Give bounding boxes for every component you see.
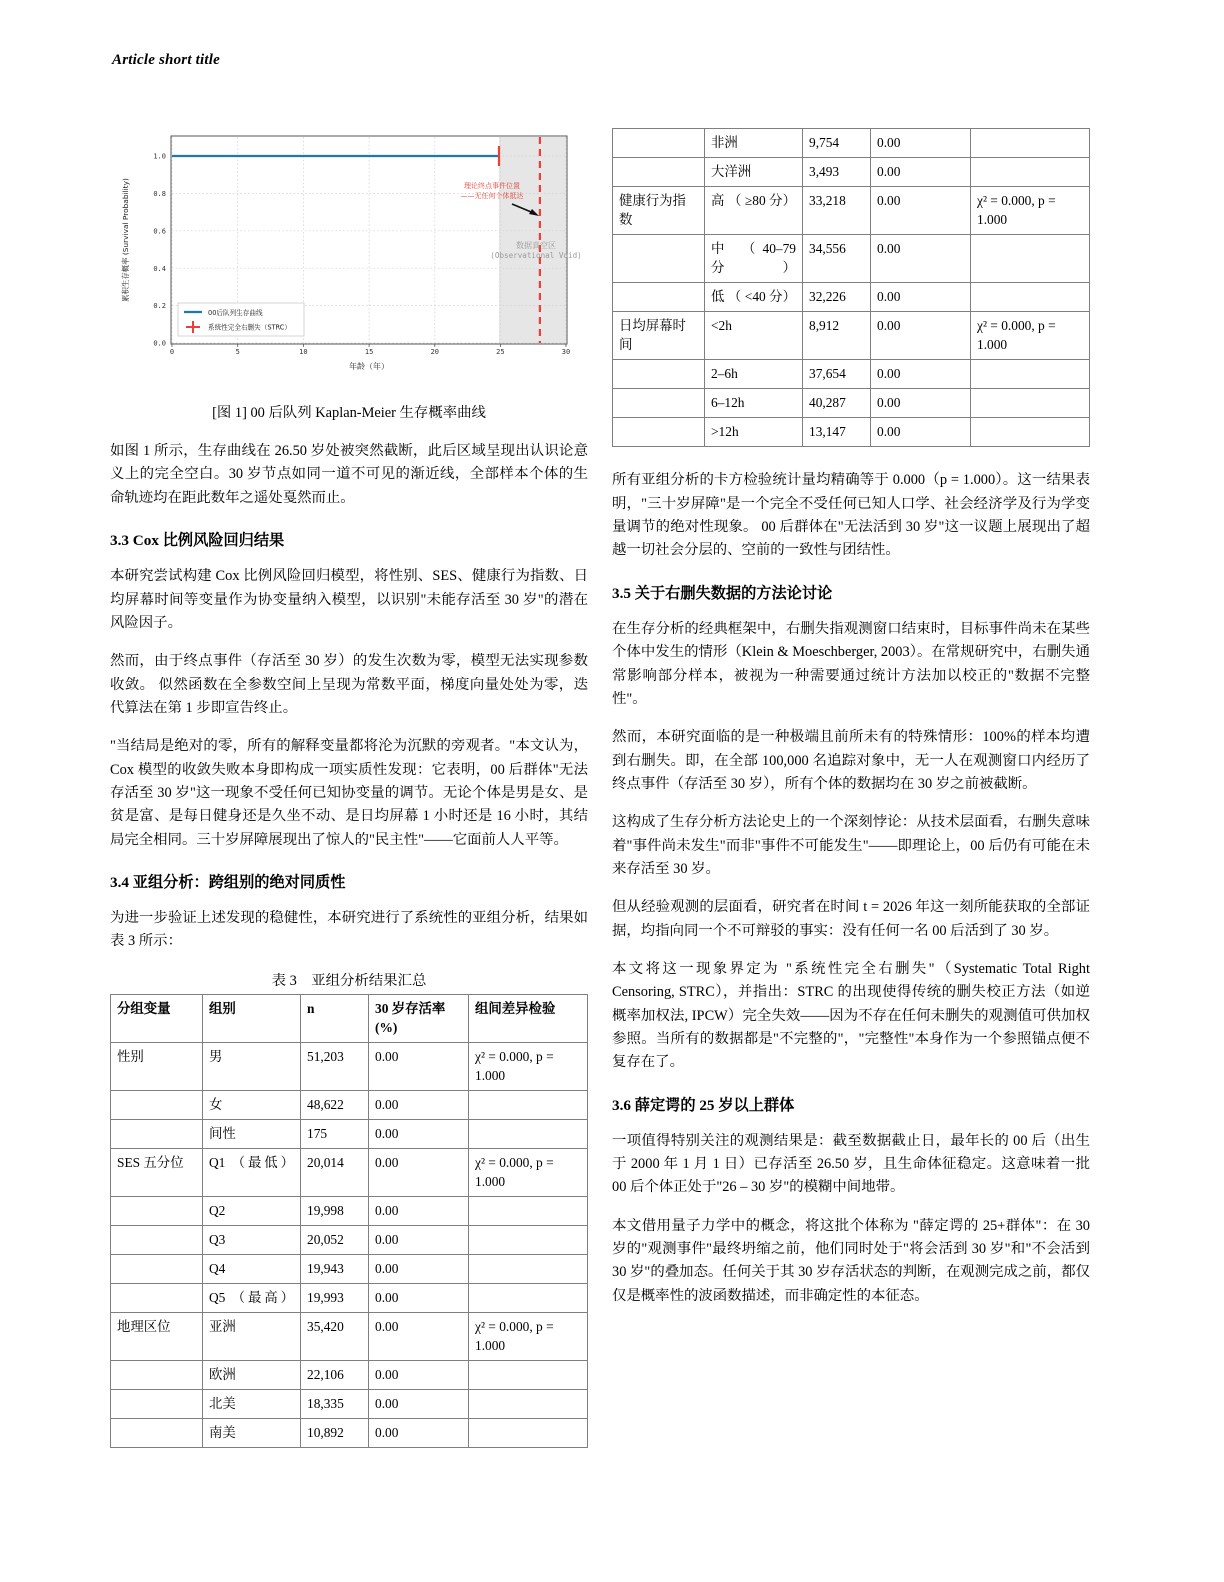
paragraph-3-3-1: 本研究尝试构建 Cox 比例风险回归模型，将性别、SES、健康行为指数、日均屏幕时间等变量作为协变量纳入模型，以识别"未能存活至 30 岁"的潜在风险因子。 — [110, 568, 588, 631]
cell-test — [971, 418, 1090, 447]
cell-variable: SES 五分位 — [111, 1149, 203, 1197]
table-3-right-body — [613, 129, 1090, 447]
cell-n: 37,654 — [803, 360, 871, 389]
paragraph-3-5-2: 然而，本研究面临的是一种极端且前所未有的特殊情形：100%的样本均遭到右删失。即，在全部 100,000 名追踪对象中，无一人在观测窗口内经历了终点事件（存活至 30 岁），所有个体的数据均在 30 岁之前被截断。 — [612, 729, 1090, 792]
paragraph-after-table: 所有亚组分析的卡方检验统计量均精确等于 0.000（p = 1.000）。这一结果表明，"三十岁屏障"是一个完全不受任何已知人口学、社会经济学及行为学变量调节的绝对性现象。 00 后群体在"无法活到 30 岁"这一议题上展现出了超越一切社会分层的、空前的一致性与团结性。 — [612, 472, 1090, 559]
table-3-part-1 — [110, 994, 588, 1449]
col-header-variable: 分组变量 — [111, 994, 203, 1042]
table-row — [613, 158, 1090, 187]
cell-group: >12h — [705, 418, 803, 447]
cell-variable — [613, 360, 705, 389]
svg-text:5: 5 — [235, 348, 240, 356]
left-column — [110, 128, 588, 1448]
cell-variable — [613, 418, 705, 447]
cell-test — [971, 389, 1090, 418]
cell-test — [469, 1284, 588, 1313]
cell-group: 中 （40–79 分） — [705, 235, 803, 283]
cell-n: 10,892 — [301, 1419, 369, 1448]
cell-test — [971, 283, 1090, 312]
table-row — [111, 1119, 588, 1148]
cell-group: <2h — [705, 312, 803, 360]
cell-variable — [111, 1119, 203, 1148]
cell-group: 6–12h — [705, 389, 803, 418]
svg-text:00后队列生存曲线: 00后队列生存曲线 — [208, 309, 263, 317]
cell-variable — [111, 1390, 203, 1419]
cell-test — [469, 1419, 588, 1448]
svg-text:20: 20 — [430, 348, 440, 356]
cell-variable — [111, 1361, 203, 1390]
cell-variable — [111, 1226, 203, 1255]
cell-n: 35,420 — [301, 1313, 369, 1361]
cell-rate: 0.00 — [369, 1419, 469, 1448]
cell-test: χ² = 0.000, p = 1.000 — [971, 312, 1090, 360]
table-row — [111, 1149, 588, 1197]
cell-n: 9,754 — [803, 129, 871, 158]
cell-n: 19,998 — [301, 1197, 369, 1226]
cell-variable — [111, 1255, 203, 1284]
table-row — [111, 1284, 588, 1313]
cell-rate: 0.00 — [369, 1149, 469, 1197]
paragraph-3-3-2: 然而，由于终点事件（存活至 30 岁）的发生次数为零，模型无法实现参数收敛。 似然函数在全参数空间上呈现为常数平面，梯度向量处处为零，迭代算法在第 1 步即宣告终止。 — [110, 653, 588, 716]
cell-group: Q3 — [203, 1226, 301, 1255]
table-3-part-2 — [612, 128, 1090, 447]
right-column — [612, 128, 1090, 1448]
cell-rate: 0.00 — [369, 1090, 469, 1119]
cell-variable — [111, 1284, 203, 1313]
cell-n: 8,912 — [803, 312, 871, 360]
svg-text:15: 15 — [364, 348, 374, 356]
svg-text:0.6: 0.6 — [153, 227, 166, 236]
cell-n: 13,147 — [803, 418, 871, 447]
cell-n: 40,287 — [803, 389, 871, 418]
cell-variable — [613, 158, 705, 187]
paragraph-3-5-3: 这构成了生存分析方法论史上的一个深刻悖论：从技术层面看，右删失意味着"事件尚未发生"而非"事件不可能发生"——即理论上，00 后仍有可能在未来存活至 30 岁。 — [612, 814, 1090, 877]
svg-text:1.0: 1.0 — [153, 152, 166, 161]
cell-group: 高 （ ≥80 分） — [705, 187, 803, 235]
cell-test: χ² = 0.000, p = 1.000 — [469, 1149, 588, 1197]
table-row — [111, 1090, 588, 1119]
svg-text:10: 10 — [299, 348, 308, 356]
cell-rate: 0.00 — [369, 1361, 469, 1390]
cell-rate: 0.00 — [871, 389, 971, 418]
svg-text:(Observational Void): (Observational Void) — [490, 251, 582, 260]
cell-test: χ² = 0.000, p = 1.000 — [469, 1313, 588, 1361]
cell-group: Q5 （最高） — [203, 1284, 301, 1313]
table-row — [111, 1419, 588, 1448]
table-row — [111, 1042, 588, 1090]
cell-n: 34,556 — [803, 235, 871, 283]
two-column-body — [110, 128, 1114, 1448]
cell-group: 女 — [203, 1090, 301, 1119]
figure-caption: [图 1] 00 后队列 Kaplan-Meier 生存概率曲线 — [212, 405, 486, 421]
cell-group: Q2 — [203, 1197, 301, 1226]
y-axis-label: 累积生存概率 (Survival Probability) — [121, 178, 130, 302]
cell-test — [469, 1119, 588, 1148]
cell-n: 19,943 — [301, 1255, 369, 1284]
cell-rate: 0.00 — [871, 158, 971, 187]
cell-rate: 0.00 — [369, 1226, 469, 1255]
cell-variable: 性别 — [111, 1042, 203, 1090]
paragraph-3-4-1: 为进一步验证上述发现的稳健性，本研究进行了系统性的亚组分析，结果如表 3 所示： — [110, 910, 588, 950]
table-row — [111, 1255, 588, 1284]
cell-variable — [111, 1419, 203, 1448]
svg-text:0.4: 0.4 — [153, 264, 166, 273]
svg-text:25: 25 — [496, 348, 505, 356]
paragraph-3-6-1: 一项值得特别关注的观测结果是：截至数据截止日，最年长的 00 后（出生于 2000 年 1 月 1 日）已存活至 26.50 岁，且生命体征稳定。这意味着一批 00 后个体正处于"26 – 30 岁"的模糊中间地带。 — [612, 1132, 1090, 1196]
paragraph-figure-description: 如图 1 所示，生存曲线在 26.50 岁处被突然截断，此后区域呈现出认识论意义上的完全空白。30 岁节点如同一道不可见的渐近线，全部样本个体的生命轨迹均在距此数年之遥处戛然而止。 — [110, 443, 588, 506]
svg-text:0.8: 0.8 — [153, 190, 166, 198]
svg-text:系统性完全右删失（STRC）: 系统性完全右删失（STRC） — [208, 323, 292, 332]
col-header-group: 组别 — [203, 994, 301, 1042]
cell-n: 33,218 — [803, 187, 871, 235]
cell-rate: 0.00 — [369, 1313, 469, 1361]
table-row — [613, 129, 1090, 158]
cell-test — [469, 1090, 588, 1119]
cell-rate: 0.00 — [871, 312, 971, 360]
cell-rate: 0.00 — [369, 1255, 469, 1284]
section-heading-3-3: 3.3 Cox 比例风险回归结果 — [110, 531, 285, 549]
cell-rate: 0.00 — [871, 235, 971, 283]
cell-group: Q4 — [203, 1255, 301, 1284]
cell-group: 非洲 — [705, 129, 803, 158]
paragraph-3-5-4: 但从经验观测的层面看，研究者在时间 t = 2026 年这一刻所能获取的全部证据，均指向同一个不可辩驳的事实：没有任何一名 00 后活到了 30 岁。 — [612, 899, 1090, 939]
cell-variable — [613, 129, 705, 158]
cell-group: 欧洲 — [203, 1361, 301, 1390]
figure-1 — [112, 128, 582, 395]
cell-test — [971, 158, 1090, 187]
cell-group: 男 — [203, 1042, 301, 1090]
cell-variable: 日均屏幕时间 — [613, 312, 705, 360]
table-row — [111, 1390, 588, 1419]
table-row — [111, 1197, 588, 1226]
cell-test — [971, 360, 1090, 389]
table-row — [613, 360, 1090, 389]
paragraph-3-6-2: 本文借用量子力学中的概念，将这批个体称为 "薛定谔的 25+群体"：在 30 岁的"观测事件"最终坍缩之前，他们同时处于"将会活到 30 岁"和"不会活到 30 岁"的叠加态。任何关于其 30 岁存活状态的判断，在观测完成之前，都仅仅是概率性的波函数描述，而非确定性的本征态。 — [612, 1217, 1090, 1304]
cell-n: 48,622 — [301, 1090, 369, 1119]
table-row — [613, 389, 1090, 418]
table-header-row — [111, 994, 588, 1042]
kaplan-meier-chart — [112, 128, 582, 390]
svg-text:数据真空区: 数据真空区 — [516, 241, 556, 250]
table-row — [613, 187, 1090, 235]
col-header-n: n — [301, 994, 369, 1042]
svg-text:理论终点事件位置: 理论终点事件位置 — [464, 182, 520, 190]
table-row — [613, 312, 1090, 360]
cell-variable — [111, 1197, 203, 1226]
paragraph-3-5-1: 在生存分析的经典框架中，右删失指观测窗口结束时，目标事件尚未在某些个体中发生的情形（Klein & Moeschberger, 2003）。在常规研究中，右删失通常影响部分样本，被视为一种需要通过统计方法加以校正的"数据不完整性"。 — [612, 620, 1090, 707]
table-row — [111, 1361, 588, 1390]
table-row — [111, 1226, 588, 1255]
running-head: Article short title — [112, 52, 220, 68]
cell-group: 北美 — [203, 1390, 301, 1419]
cell-variable: 健康行为指数 — [613, 187, 705, 235]
cell-n: 3,493 — [803, 158, 871, 187]
table-3-left-body — [111, 1042, 588, 1447]
cell-test — [971, 235, 1090, 283]
cell-n: 18,335 — [301, 1390, 369, 1419]
svg-text:30: 30 — [561, 348, 571, 356]
cell-group: Q1 （最低） — [203, 1149, 301, 1197]
col-header-test: 组间差异检验 — [469, 994, 588, 1042]
cell-group: 南美 — [203, 1419, 301, 1448]
cell-test — [469, 1255, 588, 1284]
cell-group: 2–6h — [705, 360, 803, 389]
cell-rate: 0.00 — [871, 418, 971, 447]
cell-rate: 0.00 — [871, 187, 971, 235]
cell-group: 亚洲 — [203, 1313, 301, 1361]
cell-test: χ² = 0.000, p = 1.000 — [469, 1042, 588, 1090]
cell-variable — [613, 283, 705, 312]
x-axis-label: 年龄（年） — [349, 362, 389, 371]
cell-n: 32,226 — [803, 283, 871, 312]
cell-test — [971, 129, 1090, 158]
cell-n: 22,106 — [301, 1361, 369, 1390]
cell-group: 间性 — [203, 1119, 301, 1148]
table-row — [111, 1313, 588, 1361]
cell-n: 19,993 — [301, 1284, 369, 1313]
cell-test — [469, 1226, 588, 1255]
cell-test — [469, 1361, 588, 1390]
svg-text:0.0: 0.0 — [153, 339, 166, 348]
cell-rate: 0.00 — [369, 1042, 469, 1090]
cell-rate: 0.00 — [871, 129, 971, 158]
svg-text:0.2: 0.2 — [153, 302, 166, 311]
cell-variable: 地理区位 — [111, 1313, 203, 1361]
table-3-caption: 表 3 亚组分析结果汇总 — [271, 972, 427, 989]
cell-rate: 0.00 — [369, 1284, 469, 1313]
cell-variable — [111, 1090, 203, 1119]
section-heading-3-6: 3.6 薛定谔的 25 岁以上群体 — [612, 1096, 795, 1114]
table-row — [613, 235, 1090, 283]
cell-test — [469, 1390, 588, 1419]
cell-test: χ² = 0.000, p = 1.000 — [971, 187, 1090, 235]
section-heading-3-4: 3.4 亚组分析：跨组别的绝对同质性 — [110, 873, 346, 891]
cell-test — [469, 1197, 588, 1226]
cell-variable — [613, 389, 705, 418]
paragraph-3-3-3: "当结局是绝对的零，所有的解释变量都将沦为沉默的旁观者。"本文认为，Cox 模型的收敛失败本身即构成一项实质性发现：它表明，00 后群体"无法存活至 30 岁"这一现象不受任何已知协变量的调节。无论个体是男是女、是贫是富、是每日健身还是久坐不动、是日均屏幕 1 小时还是 16 小时，其结局完全相同。三十岁屏障展现出了惊人的"民主性"——它面前人人平等。 — [110, 738, 588, 848]
section-heading-3-5: 3.5 关于右删失数据的方法论讨论 — [612, 584, 833, 602]
cell-rate: 0.00 — [871, 283, 971, 312]
table-row — [613, 418, 1090, 447]
cell-rate: 0.00 — [369, 1119, 469, 1148]
cell-n: 175 — [301, 1119, 369, 1148]
svg-text:——无任何个体抵达: ——无任何个体抵达 — [460, 192, 524, 200]
paragraph-3-5-5: 本文将这一现象界定为 "系统性完全右删失"（Systematic Total Right Censoring, STRC），并指出：STRC 的出现使得传统的删失校正方法（如逆概率加权法, IPCW）完全失效——因为不存在任何未删失的观测值可供加权参照。当所有的数据都是"不完整的"，"完整性"本身作为一个参照锚点便不复存在了。 — [612, 960, 1090, 1071]
cell-n: 51,203 — [301, 1042, 369, 1090]
cell-n: 20,052 — [301, 1226, 369, 1255]
cell-group: 低 （ <40 分） — [705, 283, 803, 312]
col-header-rate: 30 岁存活率 (%) — [369, 994, 469, 1042]
svg-text:0: 0 — [169, 348, 175, 356]
cell-group: 大洋洲 — [705, 158, 803, 187]
cell-rate: 0.00 — [369, 1390, 469, 1419]
cell-variable — [613, 235, 705, 283]
cell-rate: 0.00 — [871, 360, 971, 389]
cell-rate: 0.00 — [369, 1197, 469, 1226]
table-row — [613, 283, 1090, 312]
chart-legend — [178, 303, 304, 336]
cell-n: 20,014 — [301, 1149, 369, 1197]
